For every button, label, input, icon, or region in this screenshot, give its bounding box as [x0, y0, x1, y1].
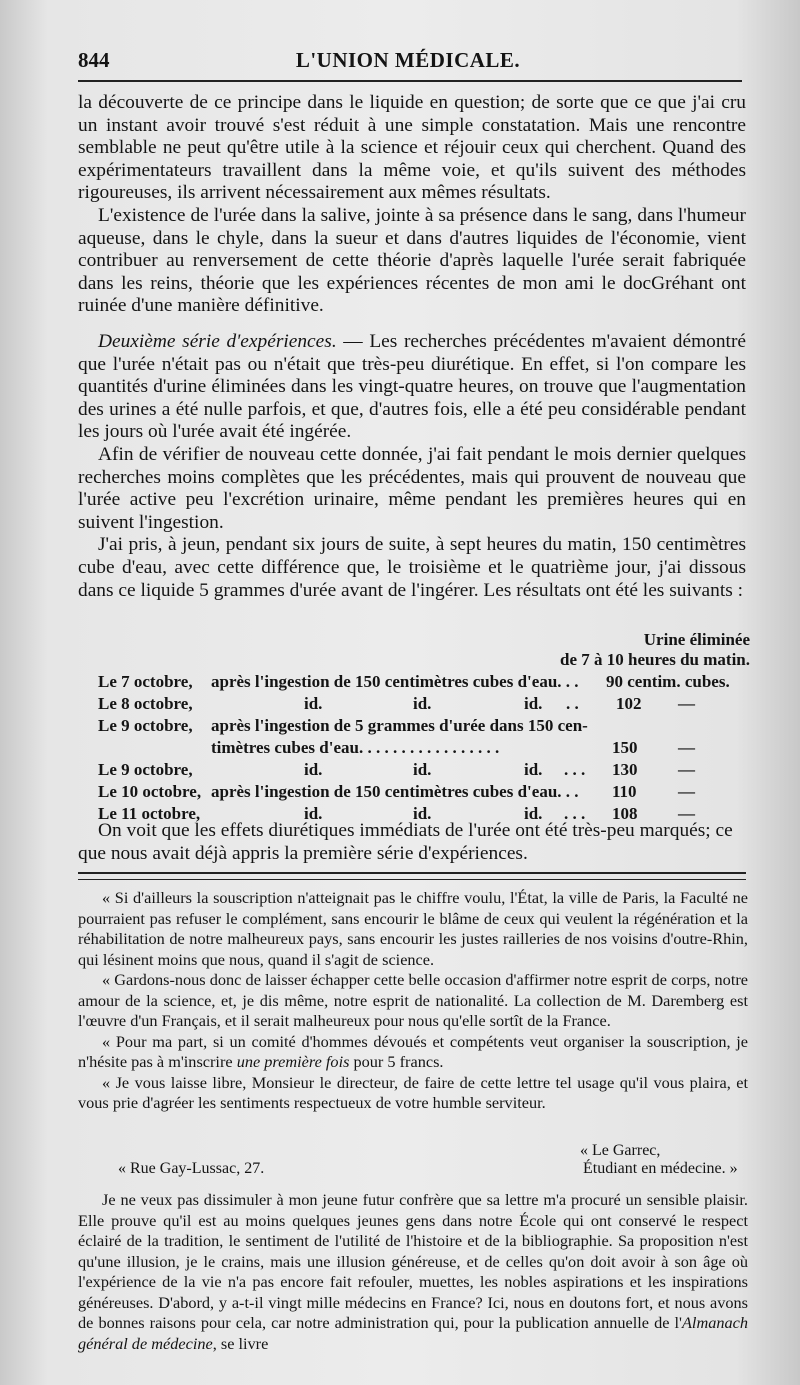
row-dots: . . — [566, 694, 579, 713]
header-rule — [78, 80, 742, 82]
paragraph-1: la découverte de ce principe dans le liquide en question; de sorte que ce que j'ai cru un instant avoir trouvé s'est réduit à une simple constatation. Mais une rencontre semblable ne peut qu'être utile à la science et réjouir ceux qui cherchent. Quand des expérimentateurs travaillent dans la même voie, et qu'ils suivent des méthodes rigoureuses, ils arrivent nécessairement aux mêmes résultats. — [78, 92, 746, 204]
running-head: L'UNION MÉDICALE. — [295, 48, 521, 72]
row-description: timètres cubes d'eau. . . . . . . . . . . . . . . . . — [211, 738, 500, 757]
row-value: 110 — [612, 782, 637, 801]
row-id: id. — [524, 694, 543, 713]
paragraph-7-text: Je ne veux pas dissimuler à mon jeune futur confrère que sa lettre m'a procuré un sensible plaisir. Elle prouve qu'il est au moins quelques jeunes gens dans notre École qui ont conservé le respect éclairé de la tradition, le sentiment de l'utilité de l'histoire et de la bibliographie. Sa proposition n'est qu'une illusion, je le crains, mais une illusion généreuse, et de celles qu'on doit avoir à son âge où l'expérience de la vie n'a pas encore fait refouler, muettes, les nobles aspirations et les inspirations généreuses. D'abord, y a-t-il vingt mille médecins en France? Ici, nous en doutons fort, et nous avons de bonnes raisons pour cela, car notre administration qui, pour la publication annuelle de l' — [78, 1190, 748, 1332]
paragraph-5: J'ai pris, à jeun, pendant six jours de suite, à sept heures du matin, 150 centimètres cube d'eau, avec cette différence que, le troisième et le quatrième jour, j'ai dissous dans ce liquide 5 grammes d'urée avant de l'ingérer. Les résultats ont été les suivants : — [78, 534, 746, 601]
row-value: 102 — [616, 694, 642, 713]
paragraph-3-text: — Les recherches précédentes m'avaient démontré que l'urée n'était pas ou n'était que très-peu diurétique. En effet, si l'on compare les quantités d'urine éliminées dans les vingt-quatre heures, on trouve que l'augmentation des urines a été nulle parfois, et que, d'autres fois, elle a été peu considérable pendant les jours où l'urée avait été ingérée. — [78, 331, 747, 443]
row-date: Le 9 octobre, — [98, 716, 193, 735]
letter-paragraph-4: « Je vous laisse libre, Monsieur le directeur, de faire de cette lettre tel usage qu'il vous plaira, et vous prie d'agréer les sentiments respectueux de votre humble serviteur. — [78, 1072, 748, 1112]
paragraph-6: On voit que les effets diurétiques immédiats de l'urée ont été très-peu marqués; ce que nous avait déjà appris la première série d'expériences. — [78, 820, 733, 864]
row-date: Le 7 octobre, — [98, 672, 193, 691]
row-id: id. — [304, 760, 323, 779]
table-row — [78, 672, 750, 692]
paragraph-4: Afin de vérifier de nouveau cette donnée, j'ai fait pendant le mois dernier quelques recherches moins complètes que les précédentes, mais qui prouvent de nouveau que l'urée active peu l'excrétion urinaire, même pendant les premières heures qui en suivent l'ingestion. — [78, 443, 746, 533]
paragraph-7 — [78, 1190, 748, 1354]
row-dash: — — [678, 694, 695, 713]
row-dots: . . . — [564, 804, 586, 823]
letter-paragraph-2: « Gardons-nous donc de laisser échapper cette belle occasion d'affirmer notre esprit de corps, notre amour de la science, et, je dis même, notre esprit de nationalité. La collection de M. Daremberg est l'œuvre d'un Français, et il serait malheureux pour nous qu'elle sortît de la France. — [78, 970, 748, 1030]
section-divider — [78, 872, 746, 880]
row-dash: — — [678, 782, 695, 801]
row-dash: — — [678, 738, 695, 757]
editor-reply — [78, 1190, 748, 1354]
row-dots: . . . — [564, 760, 586, 779]
table-row — [78, 738, 750, 758]
table-row — [78, 716, 750, 736]
row-date: Le 8 octobre, — [98, 694, 193, 713]
row-value: 90 centim. cubes. — [606, 672, 730, 691]
letter — [78, 888, 748, 1114]
table-header — [520, 630, 750, 670]
row-id: id. — [304, 804, 323, 823]
row-date: Le 11 octobre, — [98, 804, 201, 823]
almanach-title: Almanach général de médecine — [78, 1313, 748, 1353]
signature-address: « Rue Gay-Lussac, 27. — [118, 1160, 265, 1177]
article-top — [78, 92, 746, 318]
row-id: id. — [524, 760, 543, 779]
row-value: 108 — [612, 804, 638, 823]
letter-paragraph-3 — [78, 1032, 748, 1073]
page-number: 844 — [78, 48, 110, 72]
conclusion — [78, 820, 746, 865]
row-dash: — — [678, 804, 695, 823]
second-series — [78, 331, 746, 602]
section-title: Deuxième série d'expériences. — [98, 331, 337, 352]
letter-p3-italic: une première fois — [236, 1052, 350, 1071]
row-description: après l'ingestion de 150 centimètres cubes d'eau. . . — [211, 672, 579, 691]
letter-paragraph-1: « Si d'ailleurs la souscription n'atteignait pas le chiffre voulu, l'État, la ville de Paris, la Faculté ne pourraient pas refuser le complément, sans encourir le blâme de ceux qui veulent la régénération et la réhabilitation de notre malheureux pays, sans encourir les justes railleries de nos voisins d'outre-Rhin, qui lésinent moins que nous, quand il s'agit de science. — [78, 888, 748, 969]
row-id: id. — [413, 694, 432, 713]
row-id: id. — [304, 694, 323, 713]
table-row — [78, 694, 750, 714]
row-description: après l'ingestion de 5 grammes d'urée dans 150 cen- — [211, 716, 588, 735]
letter-p3-text: « Pour ma part, si un comité d'hommes dévoués et compétents veut organiser la souscription, je n'hésite pas à m'inscrire — [78, 1031, 748, 1071]
row-date: Le 10 octobre, — [98, 782, 202, 801]
row-value: 130 — [612, 760, 638, 779]
table-header-line-1: Urine éliminée — [643, 630, 750, 649]
paragraph-2: L'existence de l'urée dans la salive, jointe à sa présence dans le sang, dans l'humeur aqueuse, dans le chyle, dans la sueur et dans d'autres liquides de l'économie, vient contribuer au renversement de cette théorie d'après laquelle l'urée serait fabriquée dans les reins, théorie que les expériences récentes de mon ami le docGréhant ont ruinée d'une manière définitive. — [78, 204, 746, 317]
signature-name: « Le Garrec, — [580, 1142, 661, 1159]
row-description: après l'ingestion de 150 centimètres cubes d'eau. . . — [211, 782, 579, 801]
row-id: id. — [413, 760, 432, 779]
row-value: 150 — [612, 738, 638, 757]
table-header-line-2: de 7 à 10 heures du matin. — [559, 650, 750, 669]
paragraph-7-end: , se livre — [212, 1333, 269, 1353]
row-id: id. — [413, 804, 432, 823]
signature-title: Étudiant en médecine. » — [583, 1160, 738, 1177]
row-id: id. — [524, 804, 543, 823]
row-date: Le 9 octobre, — [98, 760, 193, 779]
row-dash: — — [678, 760, 695, 779]
paragraph-3 — [78, 331, 746, 444]
letter-p3-end: pour 5 francs. — [349, 1052, 444, 1071]
table-row — [78, 760, 750, 780]
table-row — [78, 782, 750, 802]
page-header — [78, 48, 738, 78]
